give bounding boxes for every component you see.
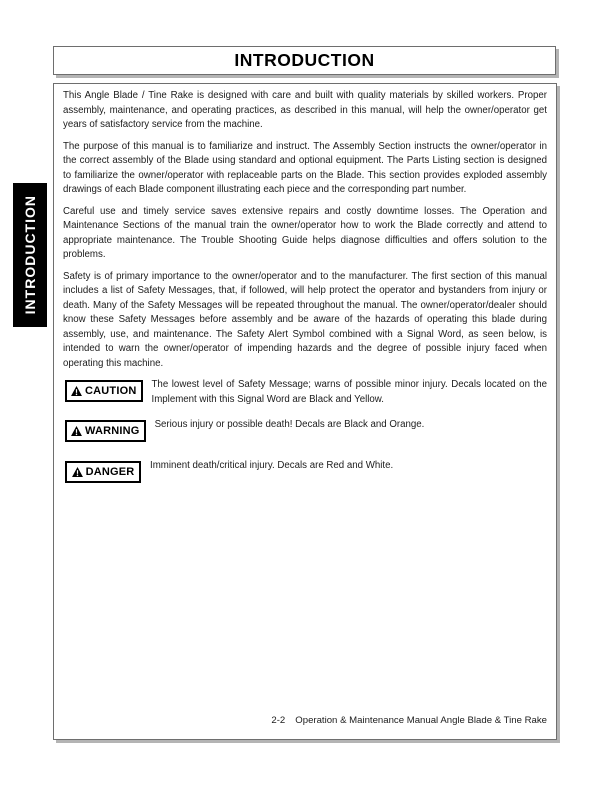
caution-signal-word: CAUTION (85, 385, 137, 397)
intro-paragraph-3: Careful use and timely service saves extensive repairs and costly downtime losses. The Operation and Maintenance Sections of the manual train the owner/operator how to work the Blade correctly and attend to appropriate maintenance. The Trouble Shooting Guide helps diagnose difficulties and offers solution to the problems. (63, 205, 547, 260)
intro-paragraph-2: The purpose of this manual is to familiarize and instruct. The Assembly Section instructs the owner/operator in the correct assembly of the Blade using standard and optional equipment. The Parts Listing section is designed to familiarize the owner/operator with replaceable parts on the Blade. This section provides exploded assembly drawings of each Blade component illustrating each piece and the corresponding part number. (63, 140, 547, 195)
safety-message-row-danger (65, 459, 547, 483)
safety-alert-icon (71, 386, 82, 396)
danger-signal-word: DANGER (85, 466, 135, 478)
warning-signal-word: WARNING (85, 425, 140, 437)
danger-description: Imminent death/critical injury. Decals are Red and White. (150, 460, 394, 471)
footer-document-title: Operation & Maintenance Manual Angle Blade & Tine Rake (295, 715, 547, 726)
page-title: INTRODUCTION (234, 50, 375, 70)
caution-signal-box (65, 380, 143, 402)
content-box (53, 83, 557, 740)
intro-paragraph-4: Safety is of primary importance to the owner/operator and to the manufacturer. The first section of this manual includes a list of Safety Messages, that, if followed, will help protect the operator and bystanders from injury or death. Many of the Safety Messages will be repeated throughout the manual. The owner/operator/dealer should know these Safety Messages before assembly and be aware of the hazards of operating this blade during assembly, use, and maintenance. The Safety Alert Symbol combined with a Signal Word, as seen below, is intended to warn the owner/operator of impending hazards and the degree of possible injury faced when operating this machine. (63, 270, 547, 369)
safety-alert-icon (72, 467, 83, 477)
intro-paragraph-1: This Angle Blade / Tine Rake is designed with care and built with quality materials by skilled workers. Proper assembly, maintenance, and operating practices, as described in this manual, will help the owner/operator get years of satisfactory service from the machine. (63, 90, 547, 130)
page-title-box (53, 46, 556, 75)
danger-signal-box (65, 461, 141, 483)
warning-description: Serious injury or possible death! Decals are Black and Orange. (154, 419, 425, 430)
warning-signal-box (65, 420, 146, 442)
safety-message-row-caution (65, 378, 547, 407)
safety-message-row-warning (65, 418, 547, 442)
content-body (54, 84, 556, 483)
page-footer (271, 715, 547, 726)
safety-alert-icon (71, 426, 82, 436)
section-tab (13, 183, 47, 327)
section-tab-label: INTRODUCTION (22, 195, 38, 315)
caution-description: The lowest level of Safety Message; warns of possible minor injury. Decals located on the Implement with this Signal Word are Black and Yellow. (151, 379, 547, 405)
page-number: 2-2 (271, 715, 286, 726)
